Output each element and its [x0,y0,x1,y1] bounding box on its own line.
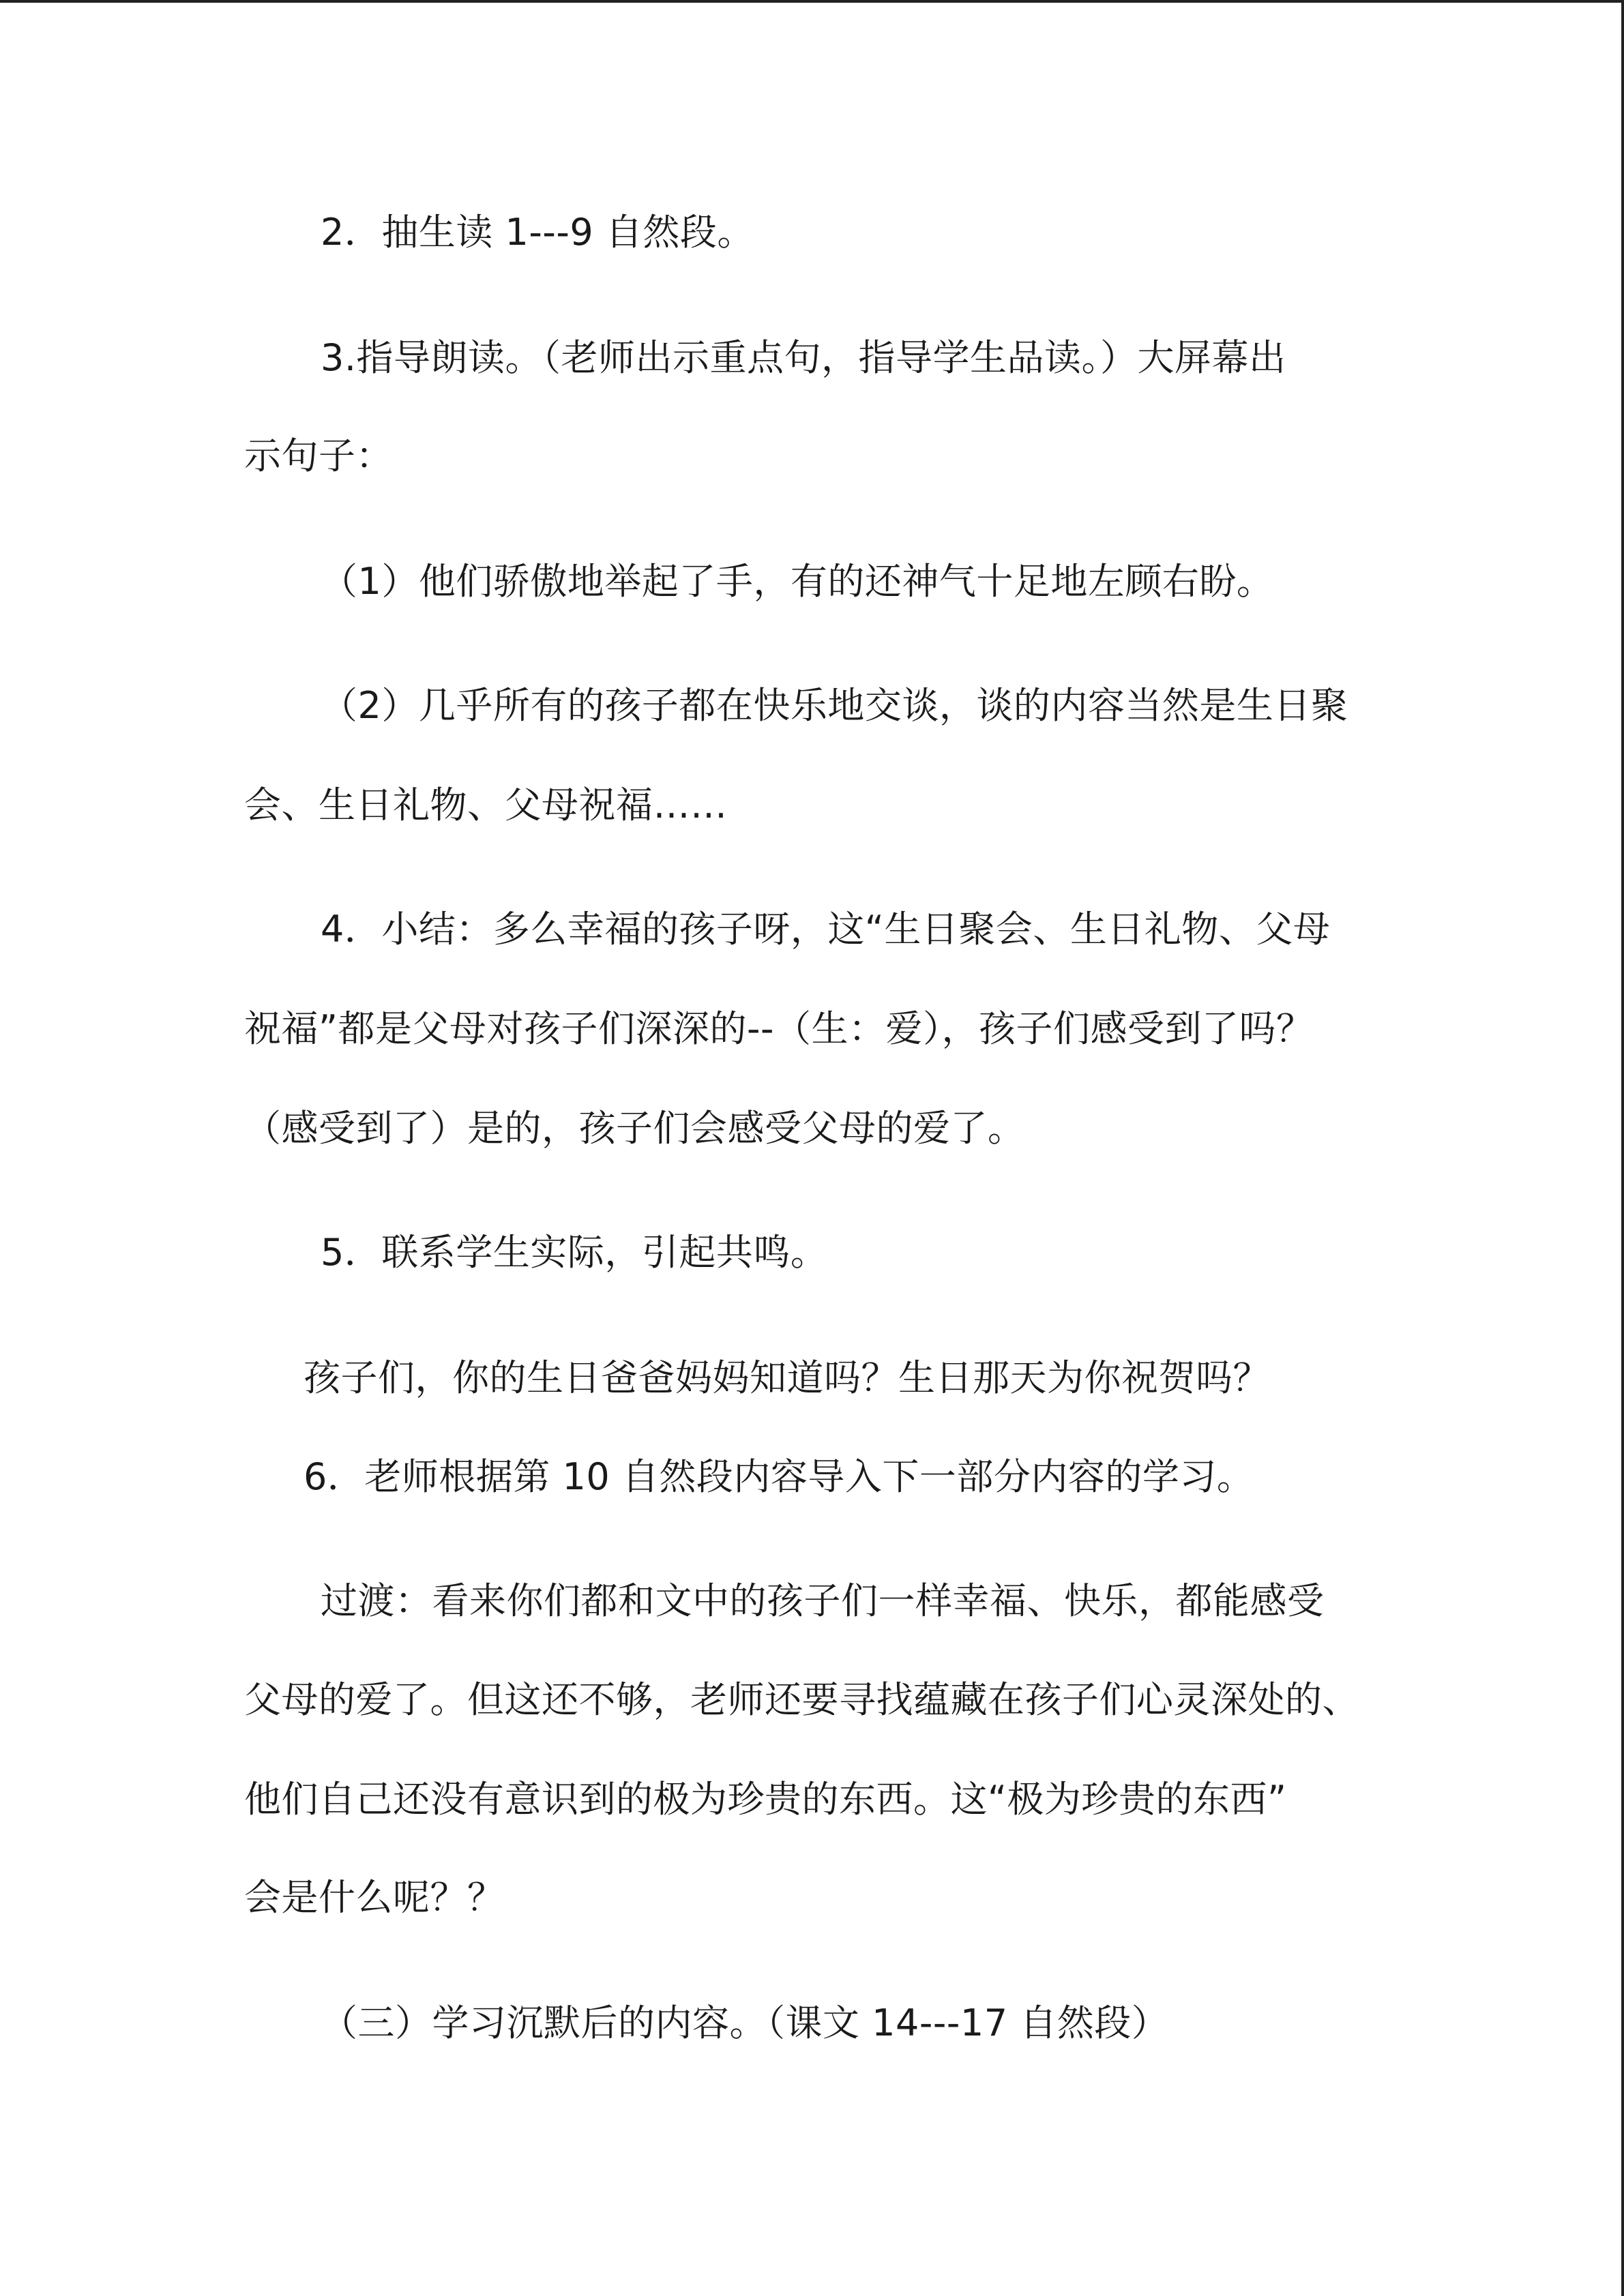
text-line: （2）几乎所有的孩子都在快乐地交谈，谈的内容当然是生日聚 [321,684,1348,727]
text-line: 3.指导朗读。（老师出示重点句，指导学生品读。）大屏幕出 [321,336,1286,379]
text-line: 5．联系学生实际，引起共鸣。 [321,1231,828,1274]
text-line: 过渡：看来你们都和文中的孩子们一样幸福、快乐，都能感受 [321,1579,1325,1622]
page-right-border [1621,0,1624,2296]
text-line: 会是什么呢？？ [244,1876,505,1919]
text-line: 6．老师根据第 10 自然段内容导入下一部分内容的学习。 [304,1455,1254,1498]
text-line: 2．抽生读 1---9 自然段。 [321,211,754,254]
page-top-border [0,0,1624,3]
text-line: 祝福”都是父母对孩子们深深的--（生：爱），孩子们感受到了吗？ [244,1007,1314,1050]
text-line: 会、生日礼物、父母祝福…… [244,784,728,826]
text-line: 示句子： [244,434,393,477]
text-line: 父母的爱了。但这还不够，老师还要寻找蕴藏在孩子们心灵深处的、 [244,1678,1359,1721]
text-line: （三）学习沉默后的内容。（课文 14---17 自然段） [321,2001,1169,2044]
text-line: （感受到了）是的，孩子们会感受父母的爱了。 [244,1107,1025,1150]
text-line: （1）他们骄傲地举起了手，有的还神气十足地左顾右盼。 [321,560,1274,603]
text-line: 4．小结：多么幸福的孩子呀，这“生日聚会、生日礼物、父母 [321,908,1331,951]
text-line: 孩子们，你的生日爸爸妈妈知道吗？生日那天为你祝贺吗？ [304,1356,1270,1399]
text-line: 他们自己还没有意识到的极为珍贵的东西。这“极为珍贵的东西” [244,1778,1287,1821]
